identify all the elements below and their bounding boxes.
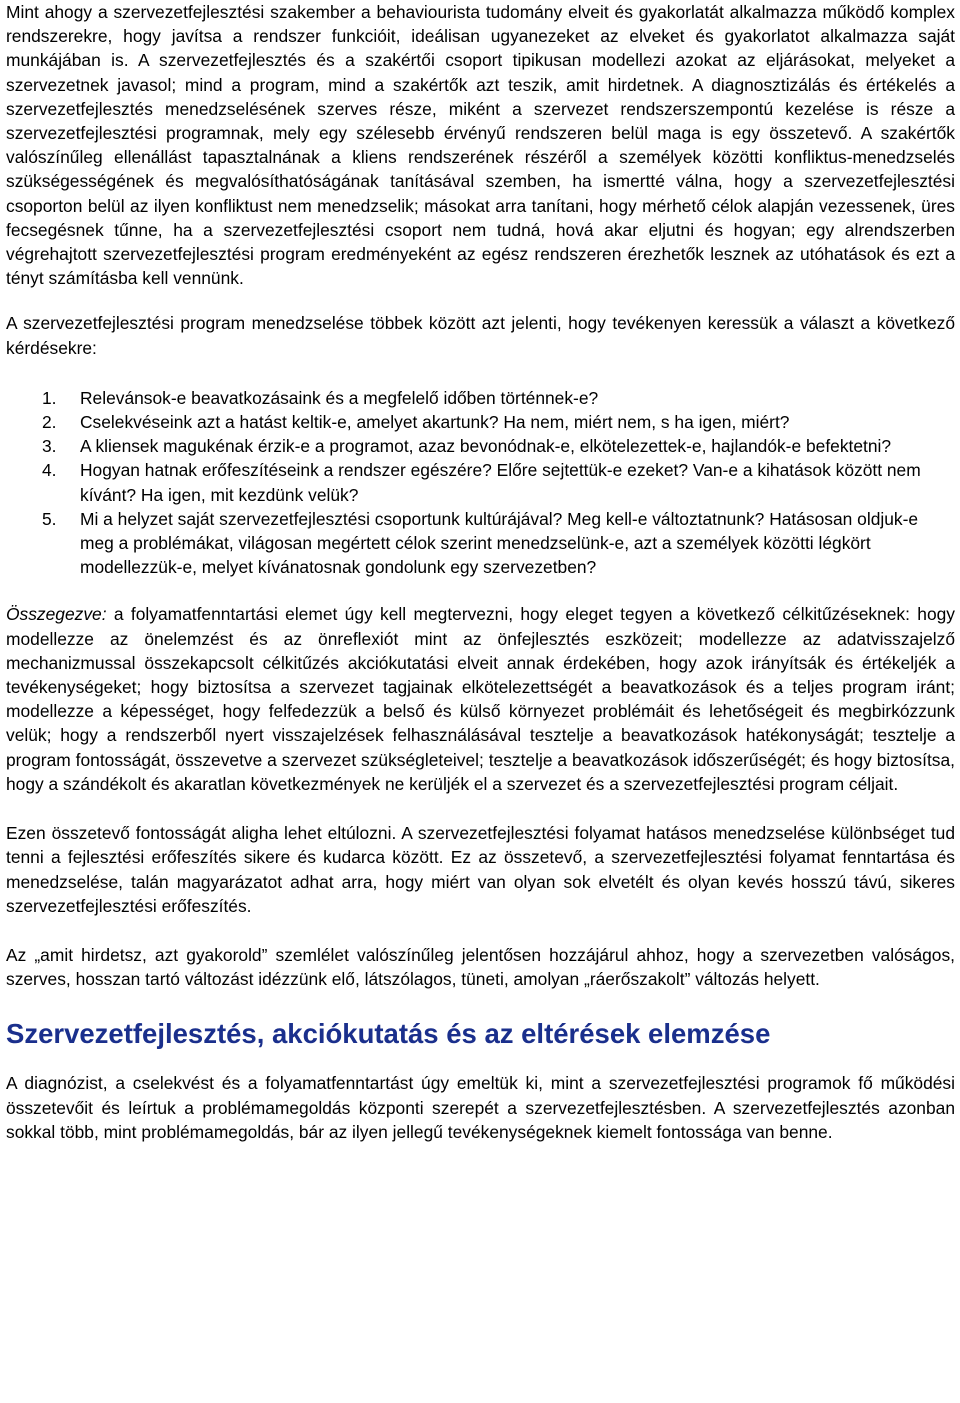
program-intro-paragraph: A szervezetfejlesztési program menedzselése többek között azt jelenti, hogy tevékenyen keressük a választ a következő kérdésekre: [6, 313, 955, 358]
list-item-number: 4. [42, 460, 57, 481]
importance-paragraph: Ezen összetevő fontosságát aligha lehet eltúlozni. A szervezetfejlesztési folyamat hatásos menedzselése különbséget tud tenni a fejlesztési erőfeszítés sikere és kudarca között. Ez az összetevő, a szervezetfejlesztési folyamat fenntartása és menedzselése, talán magyarázatot adhat arra, hogy miért van olyan sok elvetélt és olyan kevés hosszú távú, sikeres szervezetfejlesztési erőfeszítés. [6, 823, 955, 916]
document-page [6, 0, 955, 1144]
list-item [6, 410, 955, 434]
list-item-number: 3. [42, 436, 57, 457]
list-item-number: 5. [42, 508, 57, 529]
list-item-text: Cselekvéseink azt a hatást keltik-e, amelyet akartunk? Ha nem, miért nem, s ha igen, miért? [80, 412, 790, 433]
list-item-text: A kliensek magukénak érzik-e a programot, azaz bevonódnak-e, elkötelezettek-e, hajlandók-e befektetni? [80, 436, 892, 457]
list-item-text: Mi a helyzet saját szervezetfejlesztési csoportunk kultúrájával? Meg kell-e változtatnunk? Hatásosan oldjuk-e meg a problémákat, világosan megértett célok szerint menedzselünk-e, azt a személyek közötti légkört modellezzük-e, melyet kívánatosnak gondolunk egy szervezetben? [80, 508, 919, 578]
section-heading: Szervezetfejlesztés, akciókutatás és az eltérések elemzése [6, 1018, 771, 1050]
question-list [6, 386, 955, 580]
list-item-number: 1. [42, 387, 57, 408]
practice-paragraph: Az „amit hirdetsz, azt gyakorold” szemlélet valószínűleg jelentősen hozzájárul ahhoz, hogy a szervezetben valóságos, szerves, hosszan tartó változást idézzünk elő, látszólagos, tüneti, amolyan „ráerőszakolt” változás helyett. [6, 944, 955, 990]
list-item-text: Relevánsok-e beavatkozásaink és a megfelelő időben történnek-e? [80, 387, 599, 408]
intro-paragraph: Mint ahogy a szervezetfejlesztési szakember a behaviourista tudomány elveit és gyakorlatát alkalmazza működő komplex rendszerekre, hogy javítsa a rendszer funkcióit, ideálisan ugyanezeket az elveket és gyakorlatot alkalmazza saját munkájában is. A szervezetfejlesztés és a szakértői csoport tipikusan modellezi azokat az eljárásokat, melyeket a szervezetnek javasol; mind a program, mind a szakértők azt teszik, amit hirdetnek. A diagnosztizálás és értékelés a szervezetfejlesztés menedzselésének szerves része, miként a szervezet rendszerszempontú kezelése is része a szervezetfejlesztési programnak, mely egy szélesebb érvényű rendszeren belül maga is egy összetevő. A szakértők valószínűleg ellenállást tapasztalnának a kliens rendszerének részéről a személyek közötti konfliktus-menedzselés szükségességének és megvalósíthatóságának tanításával szemben, ha ismertté válna, hogy a szervezetfejlesztési csoporton belül az ilyen konfliktust nem menedzselik; másokat arra tanítani, hogy mérhető célok alapján vezessenek, üres fecsegésnek tűnne, ha a szervezetfejlesztési csoport nem tudná, hová akar eljutni és hogyan; egy alrendszerben végrehajtott szervezetfejlesztési program eredményeként az egész rendszeren érezhetők lesznek az utóhatások és ezt a tényt számításba kell vennünk. [6, 2, 955, 289]
list-item [6, 458, 955, 506]
list-item [6, 434, 955, 458]
list-item-text: Hogyan hatnak erőfeszítéseink a rendszer egészére? Előre sejtettük-e ezeket? Van-e a kihatások között nem kívánt? Ha igen, mit kezdünk velük? [80, 460, 921, 505]
list-item-number: 2. [42, 412, 57, 433]
summary-paragraph [6, 602, 955, 796]
summary-label: Összegezve: [6, 604, 107, 625]
list-item [6, 386, 955, 410]
section-paragraph: A diagnózist, a cselekvést és a folyamatfenntartást úgy emeltük ki, mint a szervezetfejlesztési programok fő működési összetevőit és leírtuk a problémamegoldás központi szerepét a szervezetfejlesztésben. A szervezetfejlesztés azonban sokkal több, mint problémamegoldás, bár az ilyen jellegű tevékenységeknek kiemelt fontossága van benne. [6, 1073, 955, 1142]
summary-text: a folyamatfenntartási elemet úgy kell megtervezni, hogy eleget tegyen a következő célkitűzéseknek: hogy modellezze az önelemzést és az önreflexiót mint az önfejlesztés eszközeit; modellezze az adatvisszajelző mechanizmussal összekapcsolt célkitűzés akciókutatási elveit annak érdekében, hogy azok irányítsák és értékeljék a tevékenységeket; hogy biztosítsa a szervezet tagjainak elkötelezettségét a beavatkozások és a teljes program iránt; modellezze a képességet, hogy felfedezzük a belső és külső környezet problémáit és lehetőségeit és megbirkózzunk velük; hogy a rendszerből nyert visszajelzések felhasználásával tesztelje a beavatkozások hatékonyságát; tesztelje a program fontosságát, összevetve a szervezet szükségleteivel; tesztelje a beavatkozások időszerűségét; és hogy biztosítsa, hogy a szándékolt és akaratlan következmények ne kerüljék el a szervezet és a szervezetfejlesztési program céljait. [6, 604, 955, 794]
list-item [6, 507, 955, 580]
